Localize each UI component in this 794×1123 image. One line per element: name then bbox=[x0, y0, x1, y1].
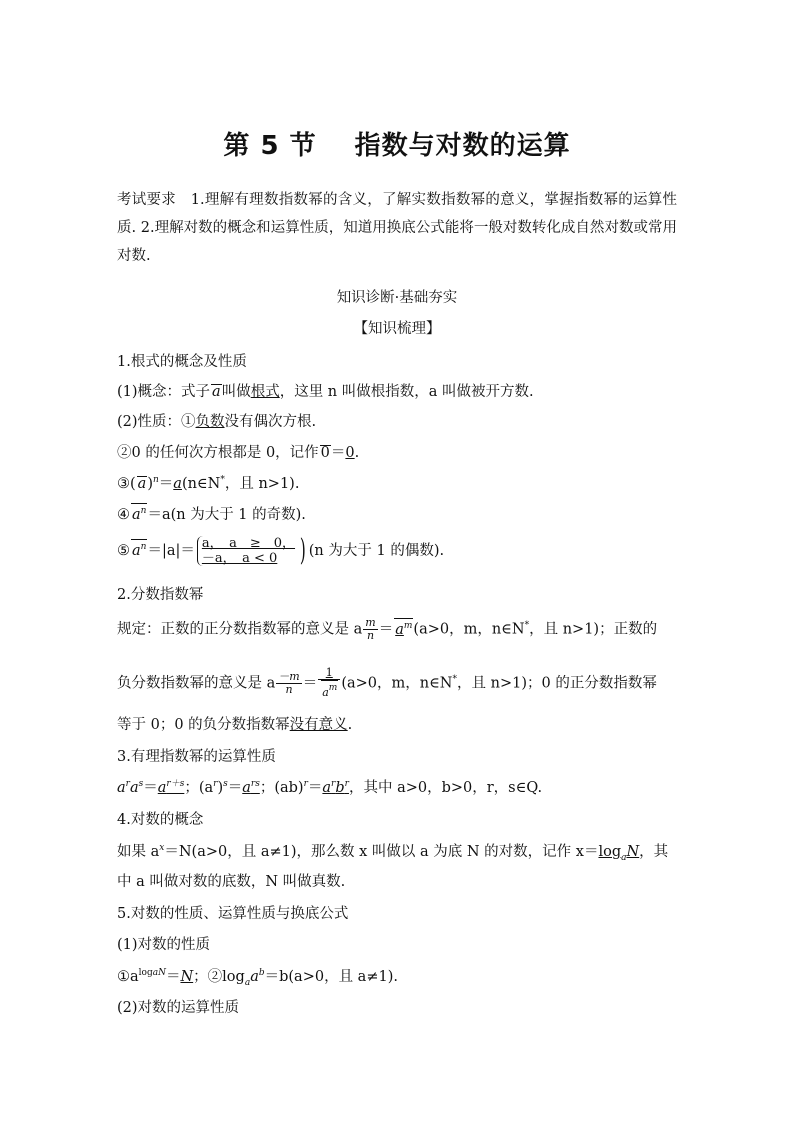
s1-line-rule5: ⑤ $a^n=|a|=$ $\frac{a, a \ge 0,}{-a, a < 0}$ ) (n 为大于 1 的偶数). bbox=[117, 533, 445, 568]
s5-subheading-properties: (1)对数的性质 bbox=[117, 937, 211, 953]
page-title bbox=[0, 125, 794, 162]
s1-heading: 1.根式的概念及性质 bbox=[117, 354, 247, 370]
piecewise-cases: $\frac{a, a \ge 0,}{-a, a < 0}$ bbox=[197, 536, 295, 566]
s4-line-terms: 中 a 叫做对数的底数，N 叫做真数. bbox=[117, 874, 346, 890]
knowledge-subheader: 【知识梳理】 bbox=[353, 321, 441, 337]
s5-heading: 5.对数的性质、运算性质与换底公式 bbox=[117, 906, 349, 922]
s2-line-positive: 规定：正数的正分数指数幂的意义是 a $\frac{m}{n}$ ＝ $a^m(a>0$，m，n∈N*，且 n>1)；正数的 bbox=[117, 616, 658, 642]
s1-line-zero-root: ②0 的任何次方根都是 0，记作 0＝0. bbox=[117, 445, 360, 461]
s2-heading: 2.分数指数幂 bbox=[117, 587, 204, 603]
s3-heading: 3.有理指数幂的运算性质 bbox=[117, 749, 276, 765]
section-header: 知识诊断·基础夯实 bbox=[336, 290, 458, 306]
s1-line-concept: (1)概念：式子 a叫做根式，这里 n 叫做根指数，a 叫做被开方数. bbox=[117, 384, 534, 400]
s1-line-rule4: ④ $a^n=a(n$ 为大于 1 的奇数). bbox=[117, 503, 306, 524]
s4-heading: 4.对数的概念 bbox=[117, 812, 204, 828]
s5-subheading-operations: (2)对数的运算性质 bbox=[117, 1000, 240, 1016]
title-section-number: 第 5 节 bbox=[223, 131, 317, 161]
s2-line-zero: 等于 0；0 的负分数指数幂没有意义. bbox=[117, 717, 353, 733]
s5-line-properties: $①a^{logaN}=N$；$②\log_aa^b=b(a>0$，且 a≠1). bbox=[117, 968, 398, 988]
exam-requirements: 考试要求 1.理解有理数指数幂的含义，了解实数指数幂的意义，掌握指数幂的运算性质. 2.理解对数的概念和运算性质，知道用换底公式能将一般对数转化成自然对数或常用对数. bbox=[117, 192, 677, 264]
s2-line-negative: 负分数指数幂的意义是 a $\frac{-m}{n}$ ＝ $\frac{1}{a^m}$ (a>0，m，n∈N*，且 n>1)；0 的正分数指数幂 bbox=[117, 666, 657, 699]
s3-formulas: $a^ra^s=a^{r+s}$；$(a^r)^s=a^{rs}$；$(ab)^r=a^rb^r$，其中 a>0，b>0，r，s∈Q. bbox=[117, 779, 543, 796]
title-text: 指数与对数的运算 bbox=[354, 131, 571, 161]
s1-line-property: (2)性质：①负数没有偶次方根. bbox=[117, 414, 317, 430]
s1-line-rule3: ③( a)$^n$＝a(n∈N*，且 n>1). bbox=[117, 475, 300, 492]
s4-line-definition: 如果 $a^x=N(a>0$，且 a≠1)，那么数 x 叫做以 a 为底 N 的对数，记作 $x=\log_aN$，其 bbox=[117, 843, 669, 863]
